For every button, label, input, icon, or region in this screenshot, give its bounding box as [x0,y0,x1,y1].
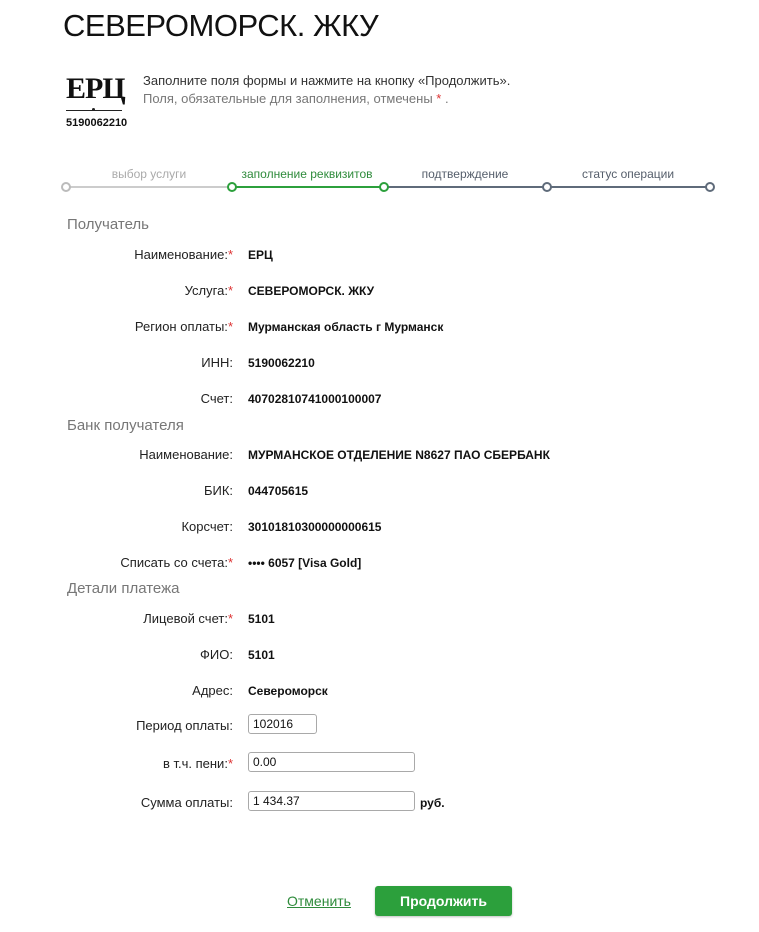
required-star: * [227,319,233,334]
step-dot-5 [705,182,715,192]
debit-account-label [120,555,233,570]
step-select-service: выбор услуги [111,167,187,181]
bank-name-label: Наименование: [139,447,233,462]
personal-account-label [143,611,233,626]
step-dot-3 [379,182,389,192]
recipient-name-value: ЕРЦ [248,248,273,262]
penalty-label [163,756,233,771]
inn-label: ИНН: [201,355,233,370]
penalty-input[interactable] [248,752,415,772]
erc-logo [66,74,126,129]
debit-account-value[interactable]: •••• 6057 [Visa Gold] [248,556,362,570]
track-active [232,186,384,188]
sum-label: Сумма оплаты: [140,795,233,810]
service-value: СЕВЕРОМОРСК. ЖКУ [248,284,375,298]
period-label: Период оплаты: [136,718,233,733]
step-operation-status: статус операции [581,167,675,181]
recipient-name-label-text: Наименование: [134,247,228,262]
step-fill-details: заполнение реквизитов [241,167,373,181]
penalty-label-text: в т.ч. пени: [162,756,228,771]
step-dot-2 [227,182,237,192]
region-label [135,319,233,334]
bik-value: 044705615 [248,484,309,498]
cancel-link[interactable]: Отменить [287,893,351,909]
account-label: Счет: [200,391,233,406]
fio-value: 5101 [248,648,275,662]
logo-inn: 5190062210 [66,117,128,129]
step-dot-1 [61,182,71,192]
required-star: * [436,91,442,106]
service-label-text: Услуга: [184,283,228,298]
step-dot-4 [542,182,552,192]
sum-input[interactable] [248,791,415,811]
step-confirm: подтверждение [421,167,509,181]
continue-button[interactable]: Продолжить [375,886,512,916]
personal-account-label-text: Лицевой счет: [143,611,228,626]
region-value: Мурманская область г Мурманск [248,320,444,334]
progress-steps [60,160,720,200]
bank-name-value: МУРМАНСКОЕ ОТДЕЛЕНИЕ N8627 ПАО СБЕРБАНК [248,448,550,462]
service-label [185,283,233,298]
required-star: * [227,247,233,262]
required-star: * [227,283,233,298]
address-label: Адрес: [192,683,233,698]
section-recipient: Получатель [67,216,149,233]
instructions-required-note [143,90,510,108]
region-label-text: Регион оплаты: [134,319,228,334]
page-title: СЕВЕРОМОРСК. ЖКУ [63,8,379,43]
instructions-sub-text: Поля, обязательные для заполнения, отмечены [143,91,433,106]
form-instructions [143,72,510,108]
address-value: Североморск [248,684,328,698]
required-star: * [227,756,233,771]
corr-account-label: Корсчет: [181,519,233,534]
logo-divider [66,110,122,111]
account-value: 40702810741000100007 [248,392,382,406]
section-payment-details: Детали платежа [67,580,180,597]
instructions-main: Заполните поля формы и нажмите на кнопку «Продолжить». [143,73,511,88]
section-bank: Банк получателя [67,417,184,434]
track-done [66,186,232,188]
personal-account-value: 5101 [248,612,275,626]
required-star: * [227,611,233,626]
required-star: * [227,555,233,570]
recipient-name-label [134,247,233,262]
inn-value: 5190062210 [248,356,315,370]
period-input[interactable] [248,714,317,734]
corr-account-value: 30101810300000000615 [248,520,382,534]
currency-label: руб. [420,796,445,810]
instructions-end: . [444,91,449,106]
logo-mark: ЕРЦ [66,72,125,105]
debit-account-label-text: Списать со счета: [120,555,228,570]
bik-label: БИК: [203,483,233,498]
fio-label: ФИО: [200,647,233,662]
